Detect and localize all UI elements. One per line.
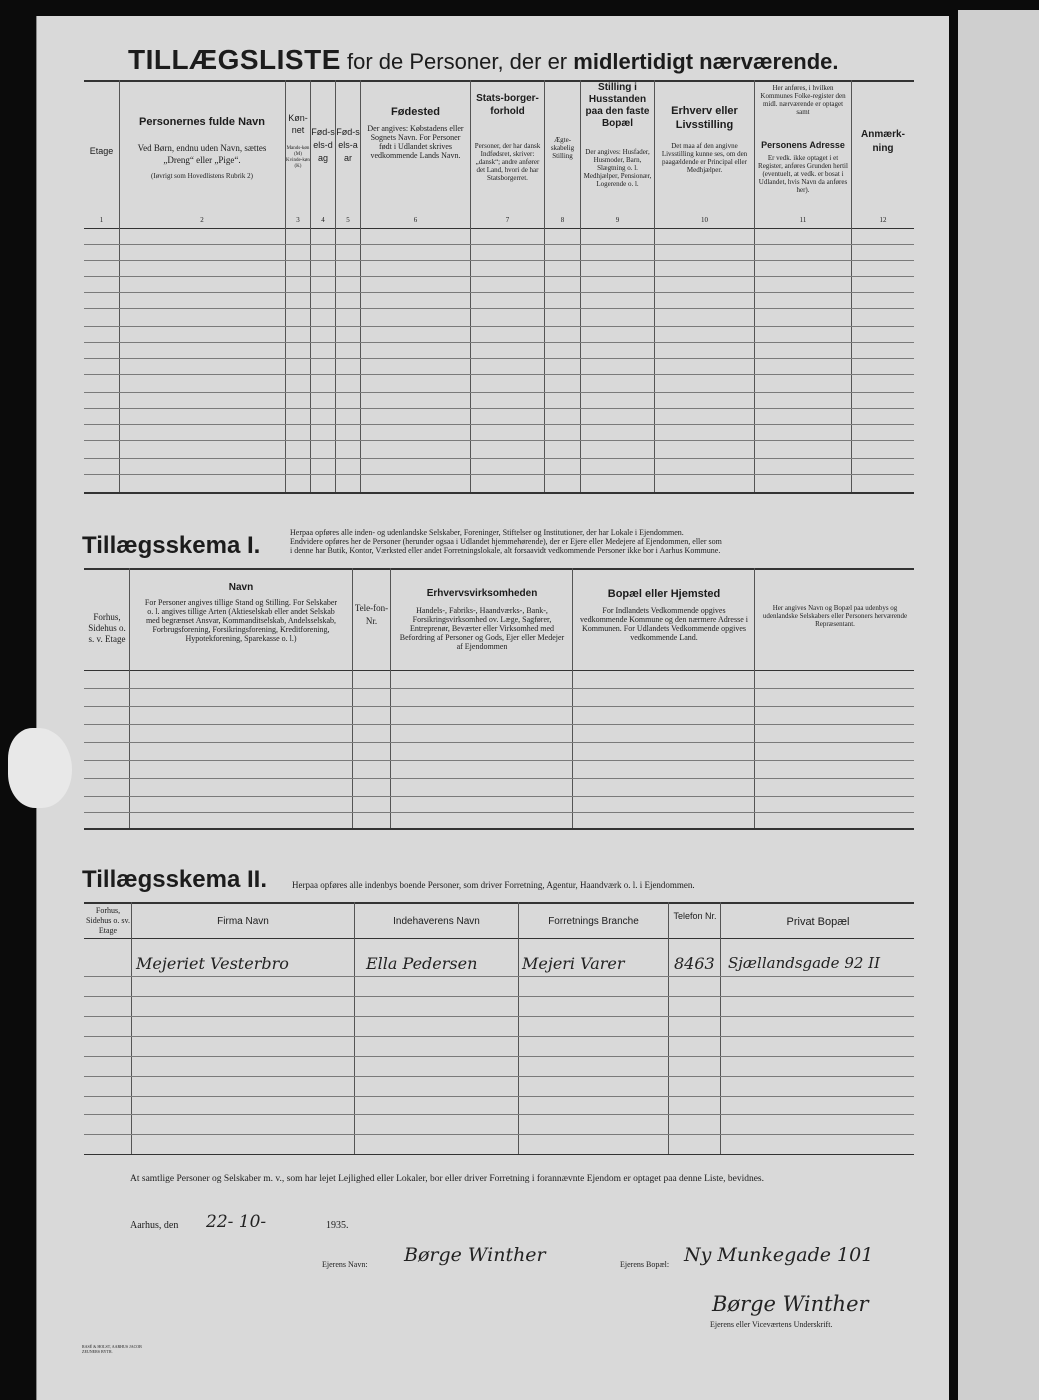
year: 1935. [326,1220,349,1231]
skema2-header-bopael: Privat Bopæl [786,916,850,928]
row-line [84,796,914,797]
col-divider [518,902,519,1154]
skema1-header-erhverv: Erhvervsvirksomheden [426,588,538,599]
row-line [84,244,914,245]
date-hand: 22- 10- [206,1212,267,1232]
owner-name-label: Ejerens Navn: [322,1260,368,1269]
row-line [84,392,914,393]
header-occupation-note: Det maa af den angivne Livsstilling kunne ses, om den paagældende er Principal eller Medhjælper. [661,142,748,174]
skema1-header-bottom [84,670,914,671]
title-rest: for de Personer, der er [347,49,568,74]
entry-firma: Mejeriet Vesterbro [136,954,289,973]
skema2-title: Tillægsskema II. [82,866,267,893]
header-citizenship: Stats-borger-forhold [476,93,539,117]
thumb-occlusion [8,728,72,808]
col-divider [754,568,755,828]
col-divider [580,80,581,492]
skema1-top [84,568,914,570]
col-number: 12 [879,216,887,224]
header-birthplace-note: Der angives: Købstadens eller Sognets Navn. For Personer født i Udlandet skrives vedkommende Lands Navn. [367,124,464,160]
skema2-top [84,902,914,904]
entry-bopael: Sjællandsgade 92 II [728,954,881,972]
row-line [84,440,914,441]
col-divider [119,80,120,492]
header-address-note: Er vedk. ikke optaget i et Register, anføres Grunden hertil (eventuelt, at vedk. er bosat i Udlandet, hvis Navn da anføres her). [758,154,848,194]
skema1-header-bopael-note: For Indlandets Vedkommende opgives vedkommende Kommune og den nærmere Adresse i Kommunen. For Udlandets Vedkommende opgives vedkommende Land. [580,606,748,642]
skema1-bottom [84,828,914,830]
city-label: Aarhus, den [130,1220,179,1231]
skema2-header-bottom [84,938,914,939]
header-sex-note: Mands-køn (M) Kvinde-køn (K) [286,146,310,169]
main-table-bottom [84,492,914,494]
skema1-intro-line-1: Herpaa opføres alle inden- og udenlandske Selskaber, Foreninger, Stiftelser og Institutioner, der har Lokale i Ejendommen. [290,528,684,537]
skema1-header-bopael: Bopæl eller Hjemsted [607,588,721,600]
signature-label: Ejerens eller Viceværtens Underskrift. [710,1320,833,1329]
row-line [84,1134,914,1135]
skema2-header-indehaver: Indehaverens Navn [393,916,480,927]
title-bold: TILLÆGSLISTE [128,44,341,75]
skema1-intro-line-2: Endvidere opføres her de Personer (herunder ogsaa i Udlandet hjemmehørende), der er Ejere eller Medejere af Ejendommen, eller som [290,537,722,546]
col-number: 2 [200,216,204,224]
row-line [84,724,914,725]
row-line [84,976,914,977]
row-line [84,812,914,813]
col-number: 5 [346,216,350,224]
row-line [84,1114,914,1115]
owner-address-label: Ejerens Bopæl: [620,1260,670,1269]
row-line [84,292,914,293]
row-line [84,1056,914,1057]
entry-branche: Mejeri Varer [522,954,625,973]
row-line [84,1076,914,1077]
row-line [84,760,914,761]
row-line [84,342,914,343]
skema1-header-navn: Navn [228,582,254,593]
skema2-header-etage: Forhus, Sidehus o. sv. Etage [86,906,130,935]
skema1-header-erhverv-note: Handels-, Fabriks-, Haandværks-, Bank-, Forsikringsvirksomhed ov. Læge, Sagfører, Entreprenør, Beværter eller Virksomhed med Befordring af Personer og Gods, Ejer eller Medejer af Ejendommen [399,606,565,651]
header-etage: Etage [89,146,114,156]
entry-telefon: 8463 [674,954,715,973]
header-marital: Ægte-skabelig Stilling [550,136,575,160]
owner-name: Børge Winther [404,1244,546,1266]
adjacent-page [958,10,1039,1400]
header-birthday: Fød-sels-dag [311,127,335,163]
row-line [84,1016,914,1017]
col-divider [720,902,721,1154]
row-line [84,1096,914,1097]
skema2-header-branche: Forretnings Branche [548,916,639,927]
header-remarks: Anmærk-ning [861,129,905,154]
row-line [84,408,914,409]
row-line [84,458,914,459]
col-number: 10 [701,216,708,224]
declaration: At samtlige Personer og Selskaber m. v., som har lejet Lejlighed eller Lokaler, bor eller driver Forretning i forannævnte Ejendom er optaget paa denne Liste, bevidnes. [130,1174,764,1184]
row-line [84,996,914,997]
col-divider [470,80,471,492]
header-birthplace: Fødested [391,106,440,118]
header-name-note-2: (Iøvrigt som Hovedlistens Rubrik 2) [151,172,253,180]
col-number: 6 [413,216,418,224]
header-name: Personernes fulde Navn [139,116,265,128]
skema1-intro-line-3: i denne har Butik, Kontor, Værksted eller andet Forretningslokale, alt forsaavidt vedkommende Personer ikke bor i Aarhus Kommune. [290,546,721,555]
title-bold-2: midlertidigt nærværende. [573,49,839,74]
skema1-header-etage: Forhus, Sidehus o. s. v. Etage [88,612,126,644]
row-line [84,308,914,309]
main-header-bottom [84,228,914,229]
row-line [84,778,914,779]
header-sex: Køn-net [288,113,308,135]
row-line [84,374,914,375]
col-divider [572,568,573,828]
col-number: 1 [99,216,104,224]
row-line [84,358,914,359]
row-line [84,474,914,475]
skema1-header-tlf: Tele-fon-Nr. [354,603,389,626]
header-address-note-top: Her anføres, i hvilken Kommunes Folke-register den midl. nærværende er optaget samt [760,84,846,116]
skema1-header-navn-note: For Personer angives tillige Stand og Stilling. For Selskaber o. l. angives tillige Arten (Aktieselskab eller andet Selskab med begrænset Ansvar, Kommanditselskab, Andelsselskab, Forbrugsforening, Forsikringsforening, Kreditforening, Hypotekforening, Sparekasse o. l.) [144,598,338,643]
col-divider [390,568,391,828]
col-number: 9 [615,216,620,224]
skema2-intro: Herpaa opføres alle indenbys boende Personer, som driver Forretning, Agentur, Haandværk o. l. i Ejendommen. [292,880,695,890]
col-number: 11 [799,216,807,224]
header-household: Stilling i Husstanden paa den faste Bopæl [585,82,650,129]
skema1-header-repr: Her angives Navn og Bopæl paa udenbys og udenlandske Selskabers eller Personers herværende Repræsentant. [762,604,908,628]
row-line [84,260,914,261]
row-line [84,688,914,689]
col-divider [354,902,355,1154]
printer-imprint: RASÉ & HOLST, AARHUS JACOB ZEUNERS BYTR. [82,1344,142,1354]
entry-indehaver: Ella Pedersen [366,954,478,973]
skema2-header-telefon: Telefon Nr. [673,911,717,921]
col-divider [285,80,286,492]
col-divider [668,902,669,1154]
col-divider [131,902,132,1154]
col-number: 7 [505,216,510,224]
row-line [84,742,914,743]
header-birthyear: Fød-sels-aar [336,127,360,163]
col-number: 3 [296,216,300,224]
skema1-title: Tillægsskema I. [82,532,261,559]
col-divider [129,568,130,828]
skema2-header-firma: Firma Navn [217,916,269,927]
col-divider [360,80,361,492]
header-household-note: Der angives: Husfader, Husmoder, Barn, Slægtning o. l. Medhjælper, Pensionær, Logerende o. l. [583,148,652,188]
row-line [84,1036,914,1037]
skema2-bottom [84,1154,914,1155]
skema1-intro [290,528,915,555]
col-number: 4 [321,216,325,224]
signature: Børge Winther [712,1292,869,1316]
header-occupation: Erhverv eller Livsstilling [671,105,738,131]
page-title [128,44,888,80]
row-line [84,424,914,425]
row-line [84,326,914,327]
main-table-top [84,80,914,82]
owner-address: Ny Munkegade 101 [684,1244,874,1266]
header-citizenship-note: Personer, der har dansk Indfødsret, skriver: „dansk“; andre anfører det Land, hvori de har Statsborgerret. [474,142,541,182]
col-number: 8 [560,216,565,224]
header-name-note: Ved Børn, endnu uden Navn, sættes „Dreng“ eller „Pige“. [137,143,267,165]
header-address: Personens Adresse [761,140,845,150]
row-line [84,706,914,707]
row-line [84,276,914,277]
col-divider [654,80,655,492]
